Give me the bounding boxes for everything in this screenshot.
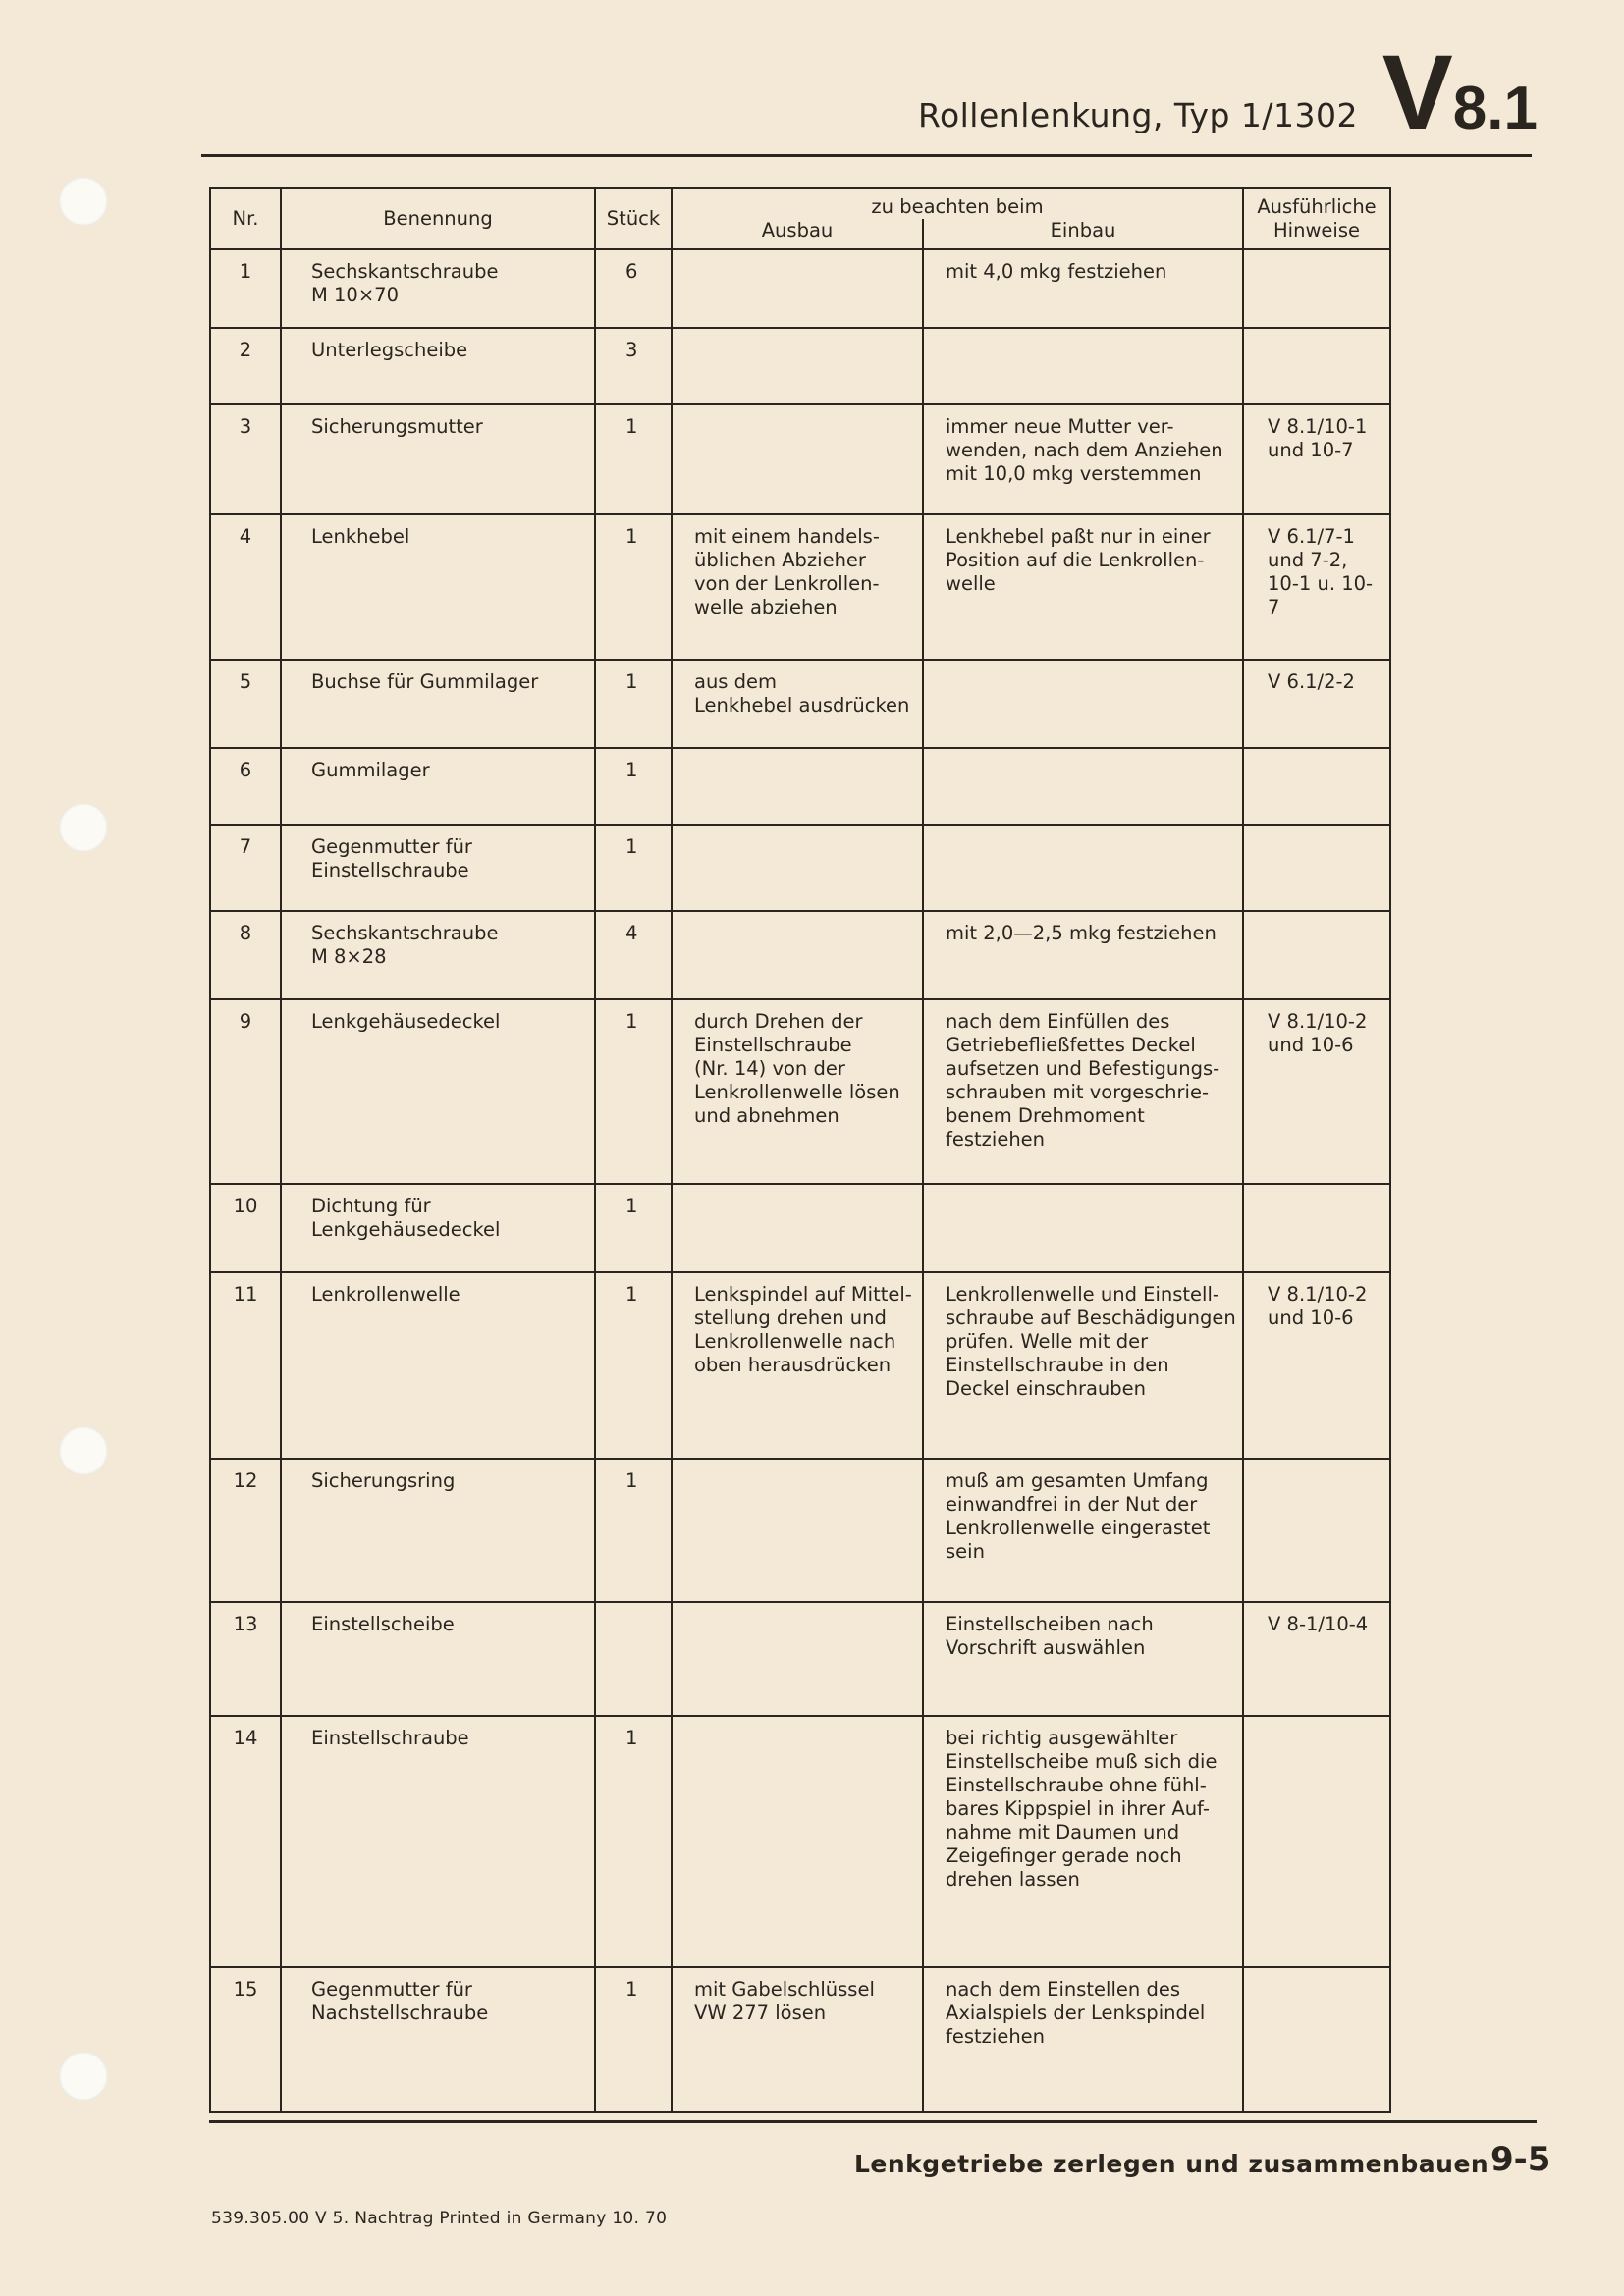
parts-table [209,187,1391,2113]
table-row [210,748,1390,825]
cell-hinweise [1243,328,1390,404]
table-body [210,249,1390,2112]
page-number: 9-5 [1490,2140,1551,2179]
cell-nr: 14 [210,1716,281,1967]
section-code-number: 8.1 [1452,75,1538,142]
cell-benennung: Sechskantschraube M 10×70 [281,249,595,328]
cell-einbau [923,825,1243,911]
cell-ausbau [672,1184,923,1272]
footer-rule [209,2120,1537,2123]
table-row [210,1716,1390,1967]
cell-ausbau: durch Drehen der Einstellschraube (Nr. 14) von der Lenkrollenwelle lösen und abnehmen [672,999,923,1184]
table-row [210,1272,1390,1459]
cell-stueck: 1 [595,1459,672,1602]
table-row [210,1602,1390,1716]
cell-hinweise: V 8.1/10-2 und 10-6 [1243,1272,1390,1459]
cell-hinweise: V 8.1/10-1 und 10-7 [1243,404,1390,514]
cell-hinweise [1243,1184,1390,1272]
cell-benennung: Buchse für Gummilager [281,660,595,748]
section-code-letter: V [1381,32,1453,151]
table-row [210,1967,1390,2112]
cell-hinweise [1243,911,1390,999]
col-header-stueck: Stück [595,188,672,249]
cell-einbau: nach dem Einfüllen des Getriebefließfettes Deckel aufsetzen und Befestigungs- schrauben mit vorgeschrie- benem Drehmoment festziehen [923,999,1243,1184]
table-row [210,249,1390,328]
cell-einbau: Einstellscheiben nach Vorschrift auswählen [923,1602,1243,1716]
table-row [210,660,1390,748]
cell-ausbau: aus dem Lenkhebel ausdrücken [672,660,923,748]
cell-benennung: Lenkhebel [281,514,595,660]
cell-benennung: Einstellschraube [281,1716,595,1967]
table-row [210,328,1390,404]
cell-nr: 11 [210,1272,281,1459]
cell-benennung: Dichtung für Lenkgehäusedeckel [281,1184,595,1272]
cell-hinweise: V 8-1/10-4 [1243,1602,1390,1716]
cell-ausbau [672,911,923,999]
cell-benennung: Gegenmutter für Nachstellschraube [281,1967,595,2112]
table-row [210,911,1390,999]
cell-ausbau [672,1716,923,1967]
table-row [210,1184,1390,1272]
cell-einbau [923,660,1243,748]
cell-benennung: Unterlegscheibe [281,328,595,404]
cell-stueck: 1 [595,1272,672,1459]
cell-ausbau [672,249,923,328]
cell-hinweise [1243,1459,1390,1602]
table-header-row [210,188,1390,219]
cell-stueck: 1 [595,825,672,911]
col-header-nr: Nr. [210,188,281,249]
cell-einbau [923,1184,1243,1272]
cell-stueck: 1 [595,660,672,748]
cell-einbau: muß am gesamten Umfang einwandfrei in der Nut der Lenkrollenwelle eingerastet sein [923,1459,1243,1602]
table-row [210,1459,1390,1602]
cell-ausbau: mit Gabelschlüssel VW 277 lösen [672,1967,923,2112]
cell-stueck [595,1602,672,1716]
cell-benennung: Gegenmutter für Einstellschraube [281,825,595,911]
cell-hinweise [1243,748,1390,825]
page-title: Rollenlenkung, Typ 1/1302 [918,96,1359,134]
cell-nr: 8 [210,911,281,999]
col-header-ausbau: Ausbau [672,219,923,249]
cell-stueck: 1 [595,514,672,660]
cell-hinweise: V 8.1/10-2 und 10-6 [1243,999,1390,1184]
cell-benennung: Sicherungsmutter [281,404,595,514]
cell-nr: 7 [210,825,281,911]
cell-ausbau [672,825,923,911]
cell-einbau: nach dem Einstellen des Axialspiels der Lenkspindel festziehen [923,1967,1243,2112]
header-rule [201,154,1532,157]
cell-einbau [923,328,1243,404]
footer-title: Lenkgetriebe zerlegen und zusammenbauen [854,2150,1489,2178]
cell-nr: 9 [210,999,281,1184]
cell-einbau: mit 2,0—2,5 mkg festziehen [923,911,1243,999]
cell-nr: 5 [210,660,281,748]
punch-hole [59,1426,108,1475]
cell-stueck: 1 [595,748,672,825]
cell-benennung: Einstellscheibe [281,1602,595,1716]
cell-ausbau: Lenkspindel auf Mittel- stellung drehen und Lenkrollenwelle nach oben herausdrücken [672,1272,923,1459]
cell-hinweise [1243,249,1390,328]
cell-nr: 3 [210,404,281,514]
col-header-einbau: Einbau [923,219,1243,249]
cell-nr: 13 [210,1602,281,1716]
cell-stueck: 4 [595,911,672,999]
cell-stueck: 1 [595,999,672,1184]
cell-benennung: Gummilager [281,748,595,825]
cell-stueck: 6 [595,249,672,328]
col-header-hinweise: Ausführliche Hinweise [1243,188,1390,249]
col-header-benennung: Benennung [281,188,595,249]
cell-nr: 1 [210,249,281,328]
cell-benennung: Lenkrollenwelle [281,1272,595,1459]
cell-hinweise [1243,1716,1390,1967]
cell-einbau: immer neue Mutter ver- wenden, nach dem Anziehen mit 10,0 mkg verstemmen [923,404,1243,514]
cell-benennung: Sicherungsring [281,1459,595,1602]
cell-hinweise [1243,1967,1390,2112]
table-row [210,404,1390,514]
print-info: 539.305.00 V 5. Nachtrag Printed in Germany 10. 70 [211,2209,668,2228]
table-row [210,514,1390,660]
cell-stueck: 1 [595,404,672,514]
cell-hinweise [1243,825,1390,911]
cell-nr: 2 [210,328,281,404]
cell-ausbau [672,404,923,514]
cell-stueck: 1 [595,1716,672,1967]
cell-hinweise: V 6.1/7-1 und 7-2, 10-1 u. 10-7 [1243,514,1390,660]
table-row [210,825,1390,911]
cell-nr: 10 [210,1184,281,1272]
table-row [210,999,1390,1184]
cell-nr: 6 [210,748,281,825]
cell-ausbau [672,1602,923,1716]
section-code [1381,32,1538,151]
punch-hole [59,177,108,226]
cell-ausbau: mit einem handels- üblichen Abzieher von der Lenkrollen- welle abziehen [672,514,923,660]
cell-einbau [923,748,1243,825]
cell-nr: 15 [210,1967,281,2112]
cell-nr: 12 [210,1459,281,1602]
cell-stueck: 3 [595,328,672,404]
punch-hole [59,2052,108,2101]
cell-einbau: mit 4,0 mkg festziehen [923,249,1243,328]
cell-einbau: Lenkrollenwelle und Einstell- schraube auf Beschädigungen prüfen. Welle mit der Einstellschraube in den Deckel einschrauben [923,1272,1243,1459]
cell-stueck: 1 [595,1967,672,2112]
cell-benennung: Lenkgehäusedeckel [281,999,595,1184]
cell-stueck: 1 [595,1184,672,1272]
cell-einbau: Lenkhebel paßt nur in einer Position auf die Lenkrollen- welle [923,514,1243,660]
cell-ausbau [672,748,923,825]
cell-ausbau [672,328,923,404]
col-header-zu-beachten: zu beachten beim [672,188,1243,219]
cell-benennung: Sechskantschraube M 8×28 [281,911,595,999]
cell-hinweise: V 6.1/2-2 [1243,660,1390,748]
cell-einbau: bei richtig ausgewählter Einstellscheibe muß sich die Einstellschraube ohne fühl- bares Kippspiel in ihrer Auf- nahme mit Daumen und Zeigefinger gerade noch drehen lassen [923,1716,1243,1967]
cell-ausbau [672,1459,923,1602]
punch-hole [59,803,108,852]
cell-nr: 4 [210,514,281,660]
